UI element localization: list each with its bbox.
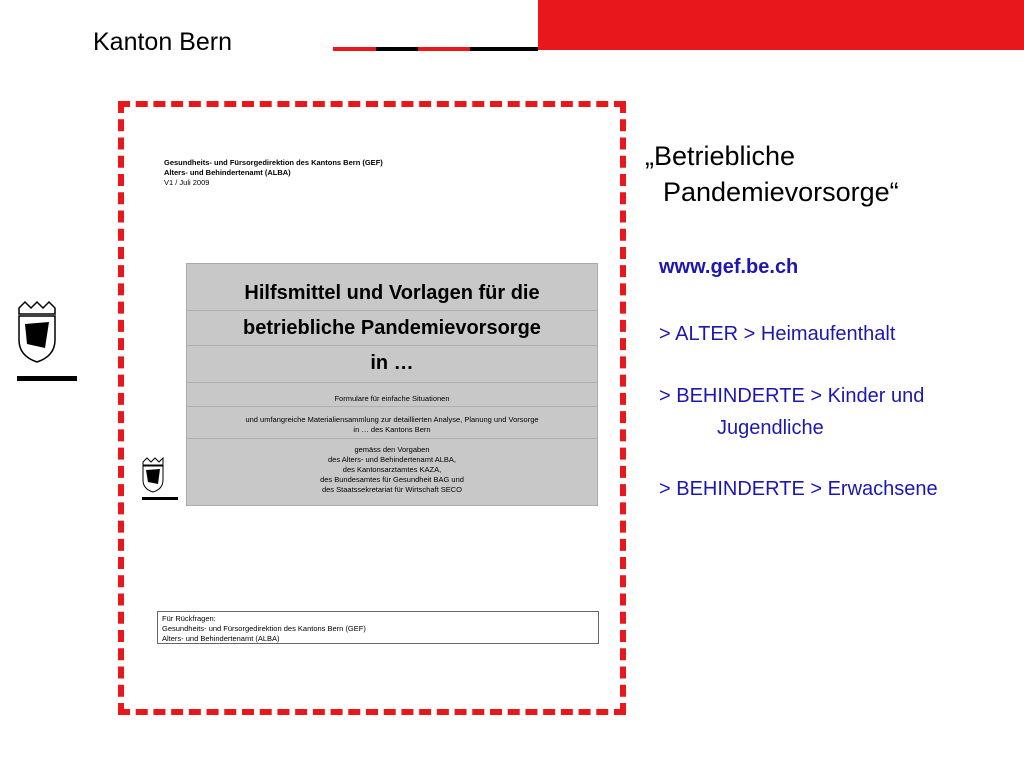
divider xyxy=(187,310,597,311)
nav-path-kinder[interactable] xyxy=(659,380,924,444)
document-title-box xyxy=(186,263,598,506)
bern-coat-of-arms-icon xyxy=(15,300,83,395)
header-red-block xyxy=(538,0,1024,50)
document-sources-line: des Staatssekretariat für Wirtschaft SECO xyxy=(321,485,463,494)
document-sources-line: des Alters- und Behindertenamt ALBA, xyxy=(328,455,456,464)
section-title-line: Pandemievorsorge“ xyxy=(663,177,899,207)
document-title-line: betriebliche Pandemievorsorge xyxy=(243,317,541,339)
divider xyxy=(187,438,597,439)
divider xyxy=(187,406,597,407)
document-contact-line: Für Rückfragen: xyxy=(162,614,216,623)
document-subtitle: Formulare für einfache Situationen xyxy=(334,394,450,403)
nav-path-alter[interactable]: > ALTER > Heimaufenthalt xyxy=(659,323,896,345)
document-description-line: in … des Kantons Bern xyxy=(353,425,431,434)
nav-path-line: > BEHINDERTE > Kinder und xyxy=(659,385,925,407)
bern-coat-of-arms-icon xyxy=(140,456,182,507)
document-description-line: und umfangreiche Materialiensammlung zur detaillierten Analyse, Planung und Vorsorge xyxy=(245,415,539,424)
header-bar-segment xyxy=(418,47,470,51)
document-sources-line: des Bundesamtes für Gesundheit BAG und xyxy=(320,475,464,484)
section-title xyxy=(645,138,899,210)
document-sources xyxy=(187,445,597,495)
section-title-line: „Betriebliche xyxy=(645,141,796,171)
document-description xyxy=(187,415,597,435)
document-sources-line: gemäss den Vorgaben xyxy=(354,445,430,454)
document-contact-box xyxy=(157,611,599,644)
document-header-line: Alters- und Behindertenamt (ALBA) xyxy=(164,168,291,177)
website-link[interactable]: www.gef.be.ch xyxy=(659,256,799,278)
document-header-line: Gesundheits- und Fürsorgedirektion des Kantons Bern (GEF) xyxy=(164,158,383,167)
header-bar-segment xyxy=(376,47,418,51)
divider xyxy=(187,345,597,346)
header-bar-segment xyxy=(470,47,538,51)
document-contact-line: Gesundheits- und Fürsorgedirektion des Kantons Bern (GEF) xyxy=(162,624,366,633)
document-title xyxy=(187,276,597,381)
document-header-line: V1 / Juli 2009 xyxy=(164,178,210,187)
nav-path-erwachsene[interactable]: > BEHINDERTE > Erwachsene xyxy=(659,478,938,500)
page-title: Kanton Bern xyxy=(93,28,232,56)
document-sources-line: des Kantonsarztamtes KAZA, xyxy=(342,465,442,474)
document-title-line: Hilfsmittel und Vorlagen für die xyxy=(244,282,540,304)
divider xyxy=(187,382,597,383)
document-title-line: in … xyxy=(370,352,414,374)
document-contact-line: Alters- und Behindertenamt (ALBA) xyxy=(162,634,280,643)
header-bar-segment xyxy=(333,47,376,51)
document-header xyxy=(164,158,383,188)
nav-path-line: Jugendliche xyxy=(717,417,824,439)
